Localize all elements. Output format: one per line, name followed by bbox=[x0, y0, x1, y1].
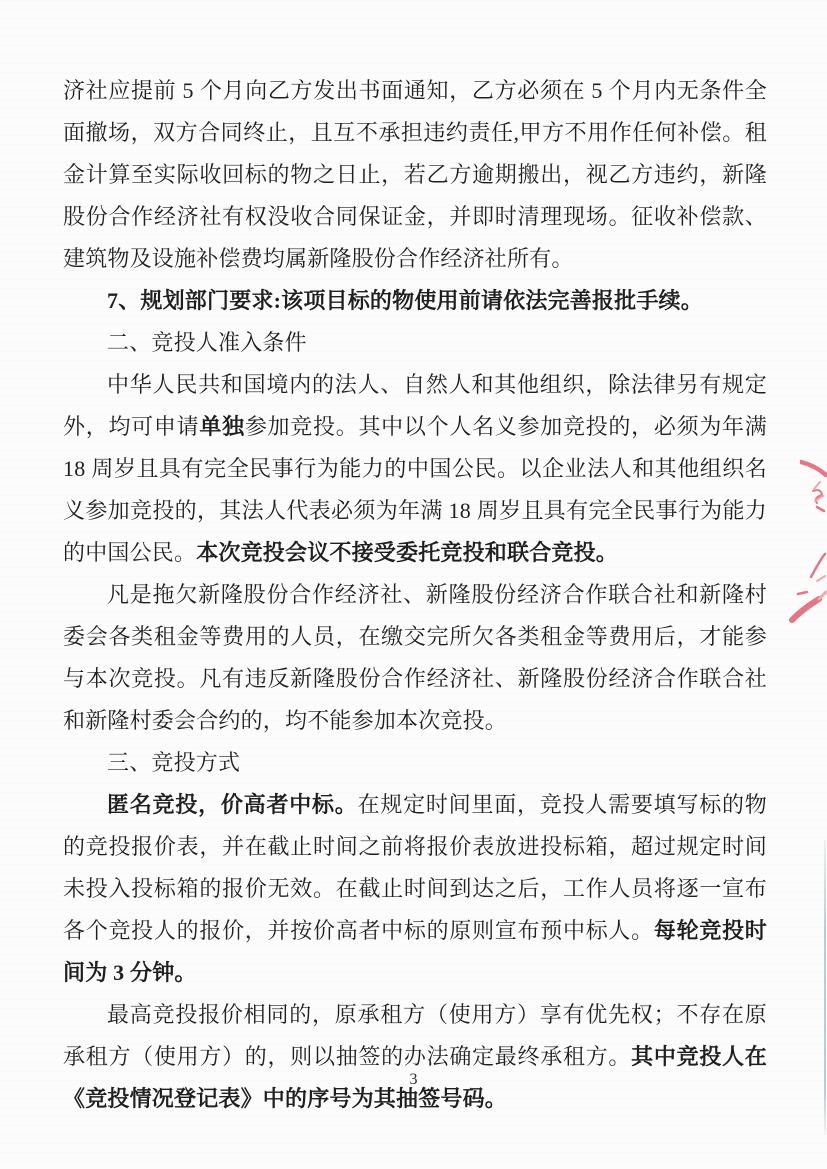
bold-text-segment: 其中竞投人在《竞投情况登记表》中的序号为其抽签号码。 bbox=[63, 1044, 767, 1111]
page-number: 3 bbox=[409, 1071, 418, 1088]
section-2-heading bbox=[63, 322, 767, 364]
bold-text-segment: 本次竞投会议不接受委托竞投和联合竞投。 bbox=[196, 540, 619, 565]
text-segment: 参加竞投。其中以个人名义参加竞投的，必须为年满 18 周岁且具有完全民事行为能力的中国公民。以企业法人和其他组织名义参加竞投的，其法人代表必须为年满 18 周岁且具有完全民事行为能力的中国公民。 bbox=[63, 414, 767, 565]
red-ink-mark-lower bbox=[786, 550, 827, 628]
bold-text-segment: 每轮竞投时间为 3 分钟。 bbox=[63, 918, 767, 985]
text-segment: 济社应提前 5 个月向乙方发出书面通知，乙方必须在 5 个月内无条件全面撤场，双方合同终止，且互不承担违约责任,甲方不用作任何补偿。租金计算至实际收回标的物之日止，若乙方逾期搬出，视乙方违约，新隆股份合作经济社有权没收合同保证金，并即时清理现场。征收补偿款、建筑物及设施补偿费均属新隆股份合作经济社所有。 bbox=[63, 78, 767, 271]
paragraph-clause-continuation bbox=[63, 70, 767, 280]
paragraph-clause-7 bbox=[63, 280, 767, 322]
text-segment: 最高竞投报价相同的，原承租方（使用方）享有优先权；不存在原承租方（使用方）的，则以抽签的办法确定最终承租方。 bbox=[63, 1002, 767, 1069]
bold-text-segment: 单独 bbox=[199, 414, 245, 439]
paragraph-bidding-method bbox=[63, 784, 767, 994]
bold-text-segment: 7、规划部门要求:该项目标的物使用前请依法完善报批手续。 bbox=[107, 288, 703, 313]
paragraph-tie-break bbox=[63, 994, 767, 1120]
text-segment: 三、竞投方式 bbox=[107, 750, 241, 775]
scan-edge-artifact bbox=[824, 840, 826, 1135]
section-3-heading bbox=[63, 742, 767, 784]
text-segment: 在规定时间里面，竞投人需要填写标的物的竞投报价表，并在截止时间之前将报价表放进投标箱，超过规定时间未投入投标箱的报价无效。在截止时间到达之后，工作人员将逐一宣布各个竞投人的报价，并按价高者中标的原则宣布预中标人。 bbox=[63, 792, 767, 943]
document-body bbox=[63, 70, 767, 1120]
text-segment: 中华人民共和国境内的法人、自然人和其他组织，除法律另有规定外，均可申请 bbox=[63, 372, 767, 439]
paragraph-arrears-restriction bbox=[63, 574, 767, 742]
text-segment: 二、竞投人准入条件 bbox=[107, 330, 307, 355]
red-ink-mark-upper bbox=[800, 455, 827, 515]
paragraph-bidder-eligibility bbox=[63, 364, 767, 574]
text-segment: 凡是拖欠新隆股份合作经济社、新隆股份经济合作联合社和新隆村委会各类租金等费用的人员，在缴交完所欠各类租金等费用后，才能参与本次竞投。凡有违反新隆股份合作经济社、新隆股份经济合作联合社和新隆村委会合约的，均不能参加本次竞投。 bbox=[63, 582, 767, 733]
bold-text-segment: 匿名竞投，价高者中标。 bbox=[107, 792, 358, 817]
